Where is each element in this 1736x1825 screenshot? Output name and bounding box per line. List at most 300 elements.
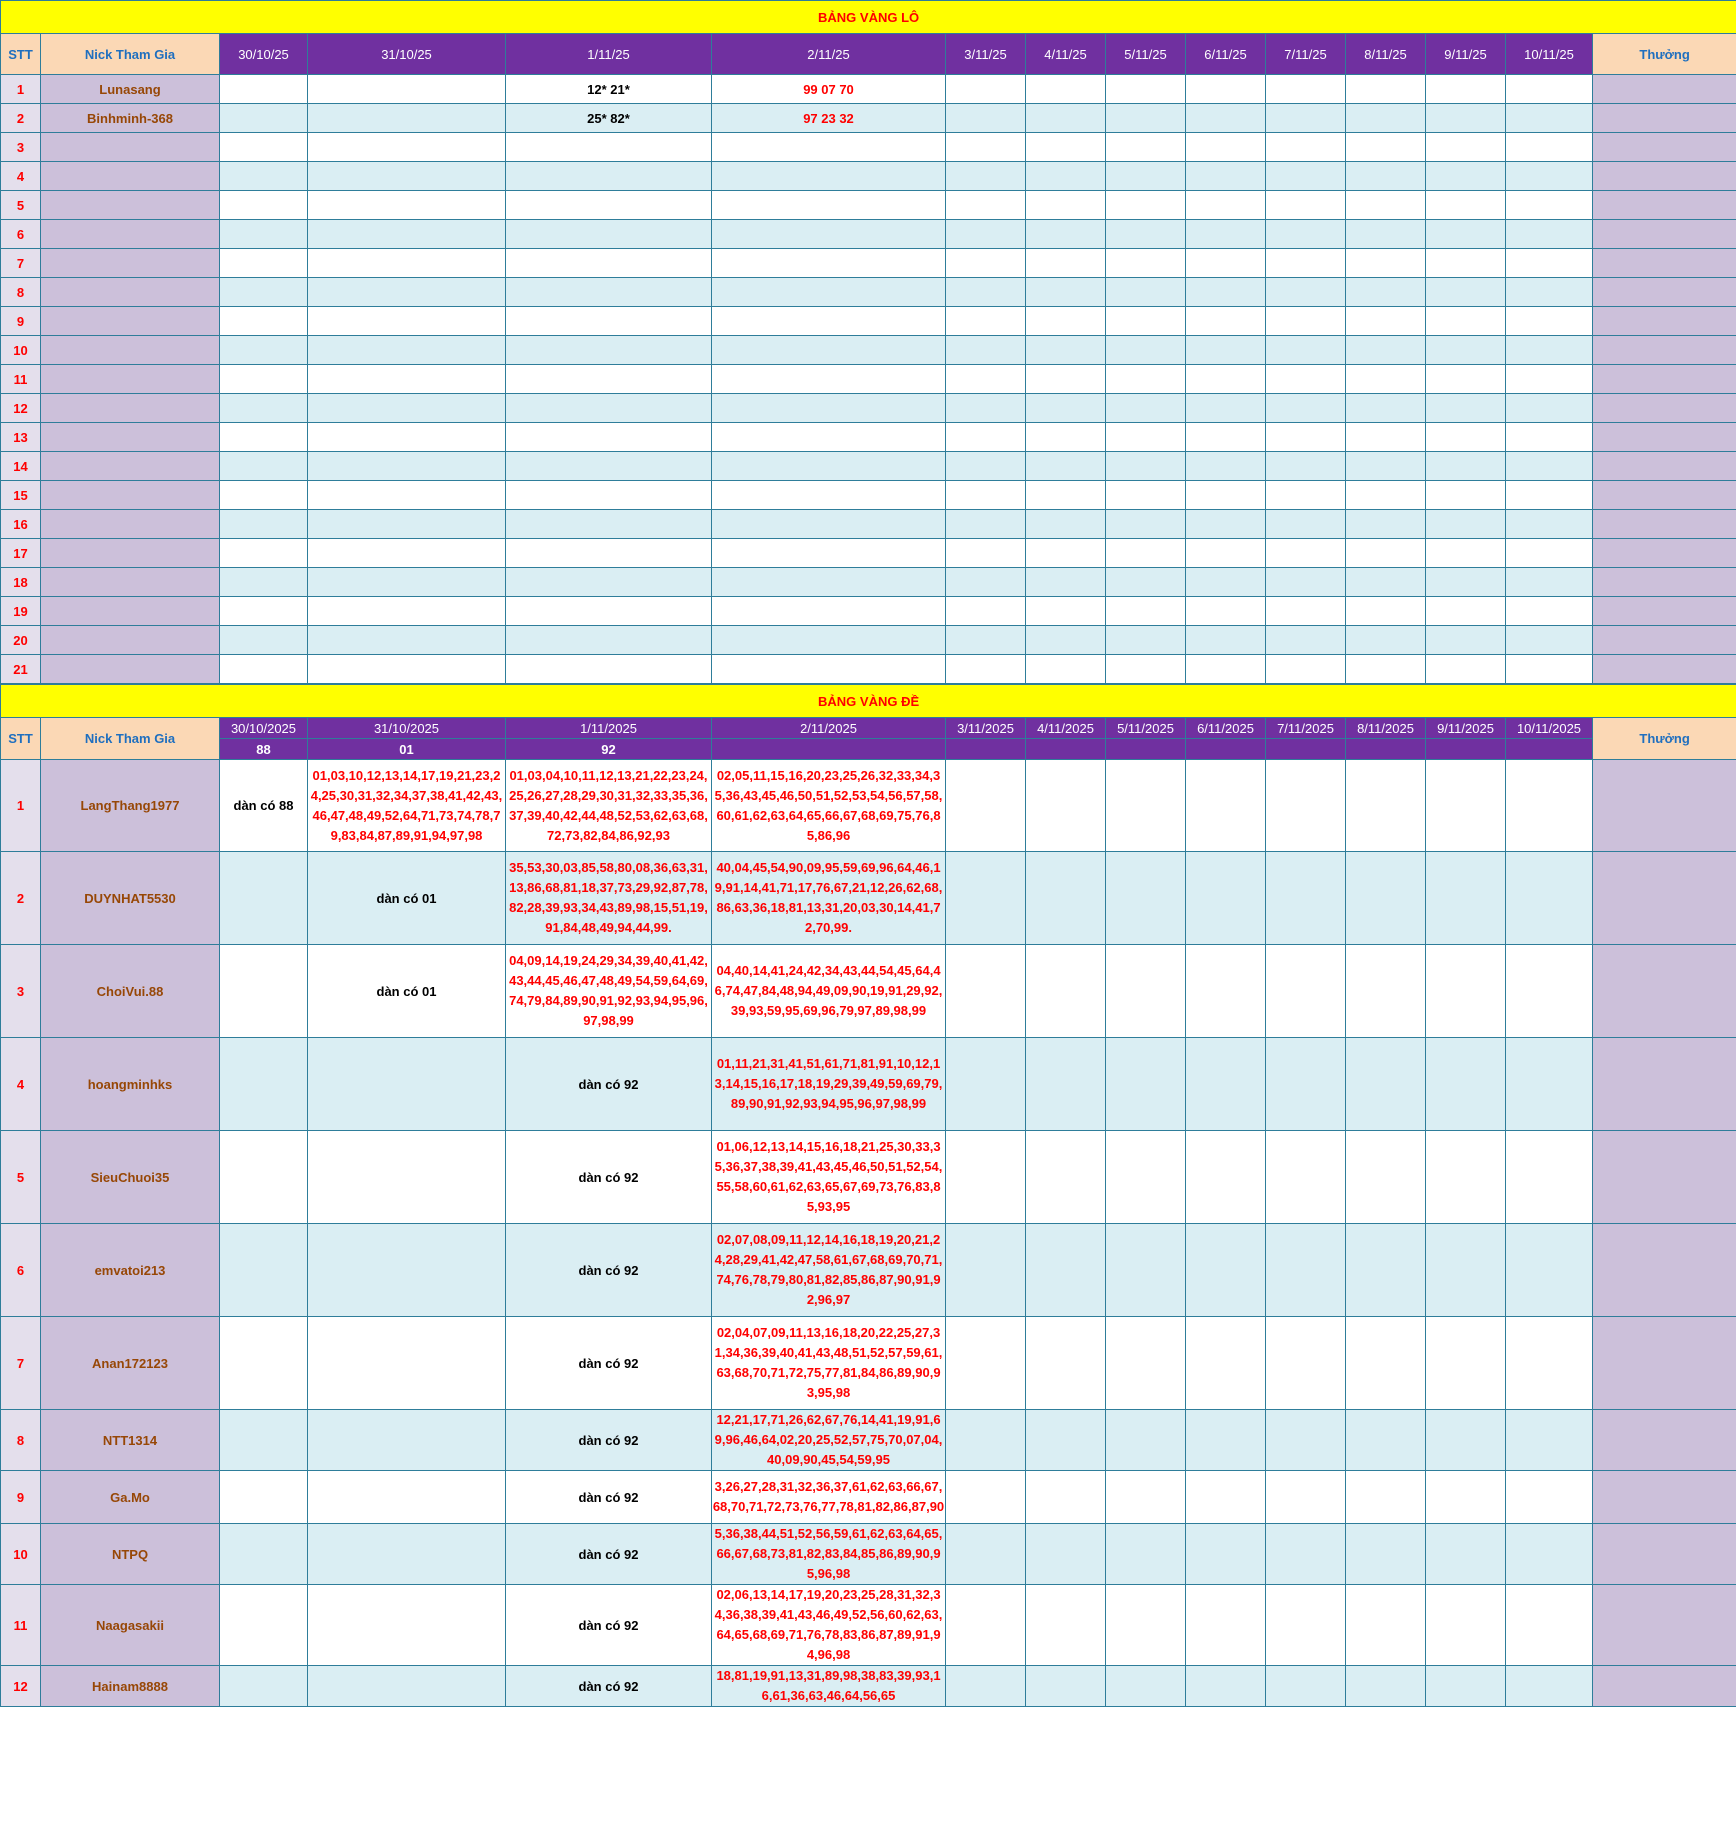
pick-cell[interactable] [1106,597,1186,626]
number-set-cell[interactable] [220,1224,308,1317]
bonus-cell[interactable] [1593,510,1736,539]
pick-cell[interactable] [1266,162,1346,191]
pick-cell[interactable] [1026,162,1106,191]
pick-cell[interactable] [1186,278,1266,307]
pick-cell[interactable] [1426,568,1506,597]
bonus-cell[interactable] [1593,481,1736,510]
empty-cell[interactable] [1106,1585,1186,1666]
player-nick[interactable] [41,539,220,568]
pick-cell[interactable] [1506,307,1593,336]
number-set-cell[interactable] [308,1038,506,1131]
pick-cell[interactable] [1346,162,1426,191]
pick-cell[interactable] [506,336,712,365]
pick-cell[interactable] [1426,452,1506,481]
pick-cell[interactable] [1026,394,1106,423]
pick-cell[interactable] [308,191,506,220]
pick-cell[interactable] [1426,133,1506,162]
pick-cell[interactable] [1026,452,1106,481]
empty-cell[interactable] [1346,945,1426,1038]
empty-cell[interactable] [1346,1585,1426,1666]
player-nick[interactable] [41,597,220,626]
pick-cell[interactable] [1426,597,1506,626]
number-set-cell[interactable] [308,1524,506,1585]
number-set-cell[interactable]: 02,05,11,15,16,20,23,25,26,32,33,34,35,36,43,45,46,50,51,52,53,54,56,57,58,60,61,62,63,64,65,66,67,68,69,75,76,85,86,96 [712,760,946,852]
empty-cell[interactable] [1026,852,1106,945]
bonus-cell[interactable] [1593,1471,1736,1524]
number-set-cell[interactable]: 3,26,27,28,31,32,36,37,61,62,63,66,67,68,70,71,72,73,76,77,78,81,82,86,87,90 [712,1471,946,1524]
pick-cell[interactable] [220,510,308,539]
player-nick[interactable] [41,278,220,307]
pick-cell[interactable] [1106,626,1186,655]
player-nick[interactable] [41,162,220,191]
pick-cell[interactable] [1266,75,1346,104]
pick-cell[interactable] [1506,423,1593,452]
pick-cell[interactable] [1506,162,1593,191]
player-nick[interactable]: Hainam8888 [41,1666,220,1707]
empty-cell[interactable] [1346,852,1426,945]
pick-cell[interactable] [1106,278,1186,307]
empty-cell[interactable] [946,1038,1026,1131]
player-nick[interactable]: Lunasang [41,75,220,104]
pick-cell[interactable] [1266,220,1346,249]
empty-cell[interactable] [1506,1131,1593,1224]
pick-cell[interactable] [1426,539,1506,568]
pick-cell[interactable] [1106,655,1186,684]
player-nick[interactable]: Anan172123 [41,1317,220,1410]
number-set-cell[interactable] [220,1585,308,1666]
pick-cell[interactable] [1186,336,1266,365]
winning-note[interactable]: dàn có 92 [506,1317,712,1410]
pick-cell[interactable] [1106,423,1186,452]
pick-cell[interactable] [1186,510,1266,539]
bonus-cell[interactable] [1593,945,1736,1038]
player-nick[interactable] [41,249,220,278]
player-nick[interactable] [41,336,220,365]
pick-cell[interactable] [712,626,946,655]
pick-cell[interactable] [946,365,1026,394]
player-nick[interactable] [41,423,220,452]
pick-cell[interactable] [1346,510,1426,539]
empty-cell[interactable] [1266,1585,1346,1666]
pick-cell[interactable] [1506,365,1593,394]
number-set-cell[interactable] [220,852,308,945]
empty-cell[interactable] [1266,852,1346,945]
player-nick[interactable]: hoangminhks [41,1038,220,1131]
pick-cell[interactable] [506,452,712,481]
pick-cell[interactable] [1186,481,1266,510]
pick-cell[interactable] [712,655,946,684]
pick-cell[interactable] [1026,249,1106,278]
empty-cell[interactable] [946,1666,1026,1707]
empty-cell[interactable] [1186,1585,1266,1666]
pick-cell[interactable] [220,191,308,220]
number-set-cell[interactable] [220,1038,308,1131]
pick-cell[interactable] [1426,626,1506,655]
empty-cell[interactable] [1426,1224,1506,1317]
bonus-cell[interactable] [1593,191,1736,220]
empty-cell[interactable] [1346,1131,1426,1224]
empty-cell[interactable] [1106,760,1186,852]
number-set-cell[interactable]: 02,06,13,14,17,19,20,23,25,28,31,32,34,36,38,39,41,43,46,49,52,56,60,62,63,64,65,68,69,71,76,78,83,86,87,89,91,94,96,98 [712,1585,946,1666]
number-set-cell[interactable]: 18,81,19,91,13,31,89,98,38,83,39,93,16,61,36,63,46,64,56,65 [712,1666,946,1707]
pick-cell[interactable] [1506,75,1593,104]
empty-cell[interactable] [1506,1666,1593,1707]
pick-cell[interactable] [1266,423,1346,452]
empty-cell[interactable] [1186,1471,1266,1524]
empty-cell[interactable] [1026,1585,1106,1666]
number-set-cell[interactable] [308,1317,506,1410]
pick-cell[interactable] [1506,655,1593,684]
pick-cell[interactable] [1266,278,1346,307]
empty-cell[interactable] [1506,760,1593,852]
pick-cell[interactable] [1186,394,1266,423]
empty-cell[interactable] [1266,1524,1346,1585]
number-set-cell[interactable] [220,1131,308,1224]
pick-cell[interactable] [1506,104,1593,133]
player-nick[interactable]: DUYNHAT5530 [41,852,220,945]
pick-cell[interactable] [1346,626,1426,655]
empty-cell[interactable] [1346,1317,1426,1410]
bonus-cell[interactable] [1593,1666,1736,1707]
bonus-cell[interactable] [1593,626,1736,655]
pick-cell[interactable] [308,75,506,104]
pick-cell[interactable] [1506,568,1593,597]
winning-note[interactable]: dàn có 92 [506,1524,712,1585]
pick-cell[interactable] [1506,597,1593,626]
pick-cell[interactable] [1346,597,1426,626]
pick-cell[interactable] [1506,626,1593,655]
pick-cell[interactable] [308,452,506,481]
empty-cell[interactable] [946,1410,1026,1471]
empty-cell[interactable] [1026,1224,1106,1317]
number-set-cell[interactable] [220,1410,308,1471]
pick-cell[interactable] [506,394,712,423]
pick-cell[interactable] [220,481,308,510]
pick-cell[interactable] [946,481,1026,510]
bonus-cell[interactable] [1593,249,1736,278]
bonus-cell[interactable] [1593,655,1736,684]
player-nick[interactable]: LangThang1977 [41,760,220,852]
pick-cell[interactable] [506,162,712,191]
empty-cell[interactable] [1266,1131,1346,1224]
bonus-cell[interactable] [1593,760,1736,852]
pick-cell[interactable] [946,510,1026,539]
bonus-cell[interactable] [1593,365,1736,394]
empty-cell[interactable] [1026,1410,1106,1471]
player-nick[interactable]: NTPQ [41,1524,220,1585]
pick-cell[interactable] [712,568,946,597]
pick-cell[interactable] [1266,539,1346,568]
pick-cell[interactable] [1506,220,1593,249]
empty-cell[interactable] [1346,760,1426,852]
empty-cell[interactable] [1026,1131,1106,1224]
pick-cell[interactable] [1106,365,1186,394]
pick-cell[interactable] [506,307,712,336]
bonus-cell[interactable] [1593,162,1736,191]
pick-cell[interactable] [308,539,506,568]
pick-cell[interactable] [308,626,506,655]
pick-cell[interactable]: 99 07 70 [712,75,946,104]
empty-cell[interactable] [1346,1038,1426,1131]
player-nick[interactable]: ChoiVui.88 [41,945,220,1038]
bonus-cell[interactable] [1593,1038,1736,1131]
pick-cell[interactable] [1106,162,1186,191]
bonus-cell[interactable] [1593,394,1736,423]
pick-cell[interactable] [1026,336,1106,365]
empty-cell[interactable] [1426,1585,1506,1666]
pick-cell[interactable] [1186,307,1266,336]
pick-cell[interactable] [220,104,308,133]
empty-cell[interactable] [1346,1224,1426,1317]
pick-cell[interactable] [1266,307,1346,336]
pick-cell[interactable] [1426,481,1506,510]
empty-cell[interactable] [1186,1038,1266,1131]
pick-cell[interactable] [712,539,946,568]
empty-cell[interactable] [1026,1038,1106,1131]
pick-cell[interactable] [1106,510,1186,539]
empty-cell[interactable] [1186,760,1266,852]
pick-cell[interactable] [946,249,1026,278]
empty-cell[interactable] [1266,1410,1346,1471]
player-nick[interactable]: Ga.Mo [41,1471,220,1524]
empty-cell[interactable] [1426,1317,1506,1410]
winning-note[interactable]: dàn có 01 [308,945,506,1038]
pick-cell[interactable] [1266,365,1346,394]
pick-cell[interactable] [712,162,946,191]
empty-cell[interactable] [1346,1666,1426,1707]
empty-cell[interactable] [1106,1410,1186,1471]
pick-cell[interactable] [1346,336,1426,365]
pick-cell[interactable] [1506,510,1593,539]
winning-note[interactable]: dàn có 92 [506,1131,712,1224]
empty-cell[interactable] [946,1224,1026,1317]
pick-cell[interactable] [1426,307,1506,336]
empty-cell[interactable] [946,1585,1026,1666]
pick-cell[interactable] [506,539,712,568]
player-nick[interactable] [41,452,220,481]
empty-cell[interactable] [1426,945,1506,1038]
empty-cell[interactable] [1506,1038,1593,1131]
pick-cell[interactable] [220,162,308,191]
bonus-cell[interactable] [1593,568,1736,597]
pick-cell[interactable] [1426,162,1506,191]
pick-cell[interactable] [712,191,946,220]
pick-cell[interactable] [506,423,712,452]
number-set-cell[interactable]: 02,07,08,09,11,12,14,16,18,19,20,21,24,28,29,41,42,47,58,61,67,68,69,70,71,74,76,78,79,80,81,82,85,86,87,90,91,92,96,97 [712,1224,946,1317]
number-set-cell[interactable] [220,1524,308,1585]
pick-cell[interactable] [946,278,1026,307]
empty-cell[interactable] [946,1317,1026,1410]
empty-cell[interactable] [1026,1471,1106,1524]
pick-cell[interactable] [1266,249,1346,278]
pick-cell[interactable] [220,539,308,568]
empty-cell[interactable] [1106,945,1186,1038]
pick-cell[interactable] [1506,191,1593,220]
pick-cell[interactable] [1266,104,1346,133]
winning-note[interactable]: dàn có 92 [506,1666,712,1707]
number-set-cell[interactable]: 01,06,12,13,14,15,16,18,21,25,30,33,35,36,37,38,39,41,43,45,46,50,51,52,54,55,58,60,61,62,63,65,67,69,73,76,83,85,93,95 [712,1131,946,1224]
number-set-cell[interactable]: 04,09,14,19,24,29,34,39,40,41,42,43,44,45,46,47,48,49,54,59,64,69,74,79,84,89,90,91,92,93,94,95,96,97,98,99 [506,945,712,1038]
bonus-cell[interactable] [1593,1317,1736,1410]
pick-cell[interactable] [1506,133,1593,162]
number-set-cell[interactable] [308,1471,506,1524]
number-set-cell[interactable] [308,1585,506,1666]
pick-cell[interactable] [1426,220,1506,249]
pick-cell[interactable] [1266,133,1346,162]
empty-cell[interactable] [1506,1410,1593,1471]
empty-cell[interactable] [1506,1471,1593,1524]
number-set-cell[interactable]: 01,11,21,31,41,51,61,71,81,91,10,12,13,14,15,16,17,18,19,29,39,49,59,69,79,89,90,91,92,93,94,95,96,97,98,99 [712,1038,946,1131]
pick-cell[interactable] [1266,510,1346,539]
pick-cell[interactable] [1026,568,1106,597]
pick-cell[interactable] [1426,191,1506,220]
pick-cell[interactable] [946,133,1026,162]
bonus-cell[interactable] [1593,1585,1736,1666]
bonus-cell[interactable] [1593,539,1736,568]
number-set-cell[interactable]: 12,21,17,71,26,62,67,76,14,41,19,91,69,96,46,64,02,20,25,52,57,75,70,07,04,40,09,90,45,54,59,95 [712,1410,946,1471]
pick-cell[interactable] [1106,104,1186,133]
pick-cell[interactable] [1426,423,1506,452]
empty-cell[interactable] [946,760,1026,852]
pick-cell[interactable] [1346,539,1426,568]
pick-cell[interactable] [308,568,506,597]
pick-cell[interactable] [946,452,1026,481]
bonus-cell[interactable] [1593,307,1736,336]
pick-cell[interactable] [946,423,1026,452]
player-nick[interactable] [41,220,220,249]
pick-cell[interactable] [220,597,308,626]
pick-cell[interactable] [1026,510,1106,539]
pick-cell[interactable] [1186,539,1266,568]
empty-cell[interactable] [1426,1471,1506,1524]
pick-cell[interactable]: 12* 21* [506,75,712,104]
pick-cell[interactable] [220,394,308,423]
pick-cell[interactable] [506,568,712,597]
pick-cell[interactable] [1266,336,1346,365]
pick-cell[interactable] [1026,539,1106,568]
pick-cell[interactable] [1426,336,1506,365]
number-set-cell[interactable]: 35,53,30,03,85,58,80,08,36,63,31,13,86,68,81,18,37,73,29,92,87,78,82,28,39,93,34,43,89,98,15,51,19,91,84,48,49,94,44,99. [506,852,712,945]
pick-cell[interactable] [308,307,506,336]
pick-cell[interactable] [712,249,946,278]
pick-cell[interactable] [1106,220,1186,249]
pick-cell[interactable] [1346,568,1426,597]
pick-cell[interactable] [308,423,506,452]
pick-cell[interactable] [220,75,308,104]
pick-cell[interactable] [220,568,308,597]
pick-cell[interactable] [506,365,712,394]
pick-cell[interactable] [1346,75,1426,104]
pick-cell[interactable] [1186,162,1266,191]
player-nick[interactable] [41,191,220,220]
pick-cell[interactable] [220,220,308,249]
winning-note[interactable]: dàn có 92 [506,1224,712,1317]
bonus-cell[interactable] [1593,1131,1736,1224]
winning-note[interactable]: dàn có 01 [308,852,506,945]
player-nick[interactable]: Binhminh-368 [41,104,220,133]
pick-cell[interactable] [1426,394,1506,423]
pick-cell[interactable] [712,423,946,452]
bonus-cell[interactable] [1593,452,1736,481]
empty-cell[interactable] [1266,1666,1346,1707]
pick-cell[interactable] [712,278,946,307]
bonus-cell[interactable] [1593,597,1736,626]
pick-cell[interactable] [1186,365,1266,394]
pick-cell[interactable] [506,481,712,510]
pick-cell[interactable] [1426,75,1506,104]
pick-cell[interactable] [1106,539,1186,568]
player-nick[interactable] [41,481,220,510]
pick-cell[interactable] [946,75,1026,104]
empty-cell[interactable] [946,1131,1026,1224]
empty-cell[interactable] [1106,1317,1186,1410]
pick-cell[interactable] [946,191,1026,220]
pick-cell[interactable] [1346,423,1426,452]
pick-cell[interactable] [712,133,946,162]
pick-cell[interactable] [1426,510,1506,539]
bonus-cell[interactable] [1593,1224,1736,1317]
pick-cell[interactable] [308,510,506,539]
pick-cell[interactable] [1106,481,1186,510]
pick-cell[interactable] [308,278,506,307]
number-set-cell[interactable] [308,1410,506,1471]
pick-cell[interactable] [1026,655,1106,684]
empty-cell[interactable] [1026,1317,1106,1410]
empty-cell[interactable] [946,1471,1026,1524]
player-nick[interactable]: SieuChuoi35 [41,1131,220,1224]
empty-cell[interactable] [1506,1524,1593,1585]
pick-cell[interactable] [1266,626,1346,655]
player-nick[interactable]: NTT1314 [41,1410,220,1471]
empty-cell[interactable] [1266,945,1346,1038]
pick-cell[interactable] [506,510,712,539]
pick-cell[interactable] [1426,655,1506,684]
empty-cell[interactable] [946,1524,1026,1585]
number-set-cell[interactable]: 02,04,07,09,11,13,16,18,20,22,25,27,31,34,36,39,40,41,43,48,51,52,57,59,61,63,68,70,71,72,75,77,81,84,86,89,90,93,95,98 [712,1317,946,1410]
number-set-cell[interactable] [308,1131,506,1224]
player-nick[interactable] [41,133,220,162]
pick-cell[interactable] [1186,220,1266,249]
winning-note[interactable]: dàn có 92 [506,1471,712,1524]
number-set-cell[interactable] [308,1666,506,1707]
pick-cell[interactable] [1106,394,1186,423]
pick-cell[interactable] [1506,481,1593,510]
number-set-cell[interactable]: 01,03,04,10,11,12,13,21,22,23,24,25,26,27,28,29,30,31,32,33,35,36,37,39,40,42,44,48,52,53,62,63,68,72,73,82,84,86,92,93 [506,760,712,852]
bonus-cell[interactable] [1593,852,1736,945]
empty-cell[interactable] [1186,945,1266,1038]
bonus-cell[interactable] [1593,75,1736,104]
number-set-cell[interactable]: 04,40,14,41,24,42,34,43,44,54,45,64,46,74,47,84,48,94,49,09,90,19,91,29,92,39,93,59,95,69,96,79,97,89,98,99 [712,945,946,1038]
pick-cell[interactable] [220,423,308,452]
pick-cell[interactable] [946,568,1026,597]
winning-note[interactable]: dàn có 92 [506,1585,712,1666]
pick-cell[interactable] [1186,626,1266,655]
empty-cell[interactable] [1186,1524,1266,1585]
pick-cell[interactable] [1106,191,1186,220]
pick-cell[interactable] [1426,278,1506,307]
number-set-cell[interactable]: 5,36,38,44,51,52,56,59,61,62,63,64,65,66,67,68,73,81,82,83,84,85,86,89,90,95,96,98 [712,1524,946,1585]
bonus-cell[interactable] [1593,104,1736,133]
empty-cell[interactable] [1186,1666,1266,1707]
number-set-cell[interactable] [220,1317,308,1410]
pick-cell[interactable] [1266,597,1346,626]
pick-cell[interactable] [1106,307,1186,336]
pick-cell[interactable] [1346,365,1426,394]
empty-cell[interactable] [1186,1410,1266,1471]
pick-cell[interactable] [1346,104,1426,133]
empty-cell[interactable] [1426,1131,1506,1224]
pick-cell[interactable] [946,655,1026,684]
